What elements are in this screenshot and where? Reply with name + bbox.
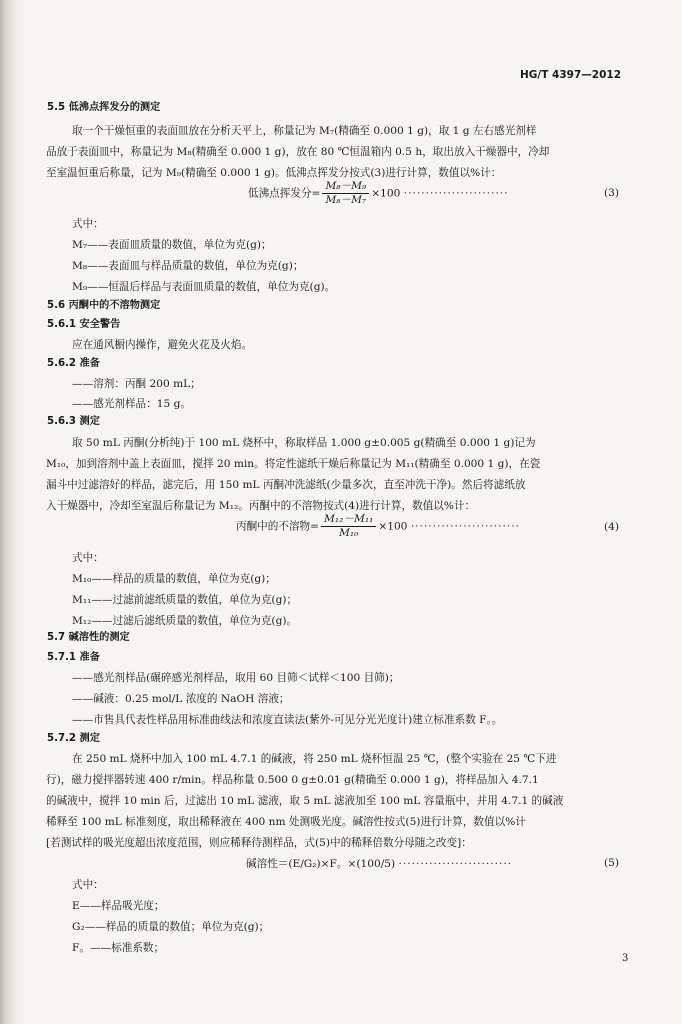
section-5-6-title: 5.6 丙酮中的不溶物测定 — [47, 300, 161, 311]
section-5-7-title: 5.7 碱溶性的测定 — [47, 632, 130, 643]
formula-5-number: (5) — [604, 857, 620, 869]
s572-para-line5: [若测试样的吸光度超出浓度范围，则应稀释待测样品，式(5)中的稀释倍数分母随之改变]： — [46, 837, 472, 849]
formula-4-tail: ×100 — [378, 520, 408, 533]
formula-3-number: (3) — [604, 187, 620, 199]
s55-def-m7: M₇——表面皿质量的数值，单位为克(g)； — [72, 239, 272, 251]
s572-para-line2: 行)，磁力搅拌器转速 400 r/min。样品称量 0.500 0 g±0.01 g(精确至 0.000 1 g)，将样品加入 4.7.1 — [46, 774, 539, 786]
s572-para-line3: 的碱液中，搅拌 10 min 后，过滤出 10 mL 滤液，取 5 mL 滤液加至 100 mL 容量瓶中，并用 4.7.1 的碱液 — [46, 795, 564, 807]
formula-3-label: 低沸点挥发分= — [248, 187, 321, 200]
s562-item-solvent: ——溶剂：丙酮 200 mL； — [72, 378, 201, 390]
s55-para-line2: 品放于表面皿中，称量记为 M₈(精确至 0.000 1 g)，放在 80 ℃恒温箱内 0.5 h，取出放入干燥器中，冷却 — [46, 146, 550, 158]
formula-3-fraction — [322, 180, 369, 207]
s571-item-alkali: ——碱液：0.25 mol/L 浓度的 NaOH 溶液； — [72, 693, 290, 705]
s55-where: 式中： — [72, 218, 104, 230]
s563-para-line3: 漏斗中过滤溶好的样品，滤完后，用 150 mL 丙酮冲洗滤纸(少量多次，直至冲洗干净)。然后将滤纸放 — [46, 479, 526, 491]
s563-def-m12: M₁₂——过滤后滤纸质量的数值，单位为克(g)。 — [72, 615, 298, 627]
formula-5-leader: ·························· — [398, 858, 513, 870]
section-5-6-2-title: 5.6.2 准备 — [47, 358, 100, 369]
s55-def-m9: M₉——恒温后样品与表面皿质量的数值，单位为克(g)。 — [72, 281, 336, 293]
section-5-5-title: 5.5 低沸点挥发分的测定 — [47, 102, 161, 113]
s572-para-line4: 稀释至 100 mL 标准刻度，取出稀释液在 400 nm 处测吸光度。碱溶性按式(5)进行计算，数值以%计 — [46, 816, 526, 828]
page-number: 3 — [622, 953, 629, 964]
formula-3-numerator: M₈－M₉ — [322, 180, 369, 194]
formula-3-denominator: M₈－M₇ — [325, 194, 367, 206]
formula-4-fraction — [321, 513, 376, 540]
formula-3 — [248, 180, 509, 207]
section-5-7-1-title: 5.7.1 准备 — [47, 652, 100, 663]
standard-code: HG/T 4397—2012 — [520, 69, 622, 81]
section-5-6-1-title: 5.6.1 安全警告 — [47, 319, 121, 330]
s563-para-line4: 入干燥器中，冷却至室温后称量记为 M₁₂。丙酮中的不溶物按式(4)进行计算，数值以%计： — [46, 500, 476, 512]
formula-3-tail: ×100 — [371, 187, 401, 200]
s572-para-line1: 在 250 mL 烧杯中加入 100 mL 4.7.1 的碱液，将 250 mL 烧杯恒温 25 ℃，(整个实验在 25 ℃下进 — [72, 753, 557, 765]
scan-edge-shadow — [0, 0, 26, 1024]
s55-para-line1: 取一个干燥恒重的表面皿放在分析天平上，称量记为 M₇(精确至 0.000 1 g)，取 1 g 左右感光剂样 — [72, 125, 537, 137]
s572-where: 式中： — [72, 879, 104, 891]
formula-4-label: 丙酮中的不溶物= — [236, 520, 320, 533]
s571-item-sample: ——感光剂样品(碾碎感光剂样品，取用 60 目筛＜试样＜100 目筛)； — [72, 672, 400, 684]
s55-def-m8: M₈——表面皿与样品质量的数值，单位为克(g)； — [72, 260, 304, 272]
s563-def-m10: M₁₀——样品的质量的数值，单位为克(g)； — [72, 573, 276, 585]
s563-para-line2: M₁₀，加到溶剂中盖上表面皿，搅拌 20 min。将定性滤纸干燥后称量记为 M₁₁(精确至 0.000 1 g)，在瓷 — [46, 458, 541, 470]
s572-def-fs: F。——标准系数； — [72, 942, 165, 954]
s563-para-line1: 取 50 mL 丙酮(分析纯)于 100 mL 烧杯中，称取样品 1.000 g±0.005 g(精确至 0.000 1 g)记为 — [72, 437, 536, 449]
formula-3-leader: ························ — [403, 187, 509, 200]
s563-where: 式中： — [72, 552, 104, 564]
section-5-7-2-title: 5.7.2 测定 — [47, 733, 100, 744]
formula-4 — [236, 513, 520, 540]
s571-item-standard: ——市售具代表性样品用标准曲线法和浓度直读法(紫外-可见分光光度计)建立标准系数 F。。 — [72, 714, 503, 726]
section-5-6-3-title: 5.6.3 测定 — [47, 416, 100, 427]
s572-def-g2: G₂——样品的质量的数值；单位为克(g)； — [72, 921, 270, 933]
formula-4-number: (4) — [604, 521, 620, 533]
s55-para-line3: 至室温恒重后称量，记为 M₉(精确至 0.000 1 g)。低沸点挥发分按式(3)进行计算，数值以%计： — [46, 167, 502, 179]
s561-text: 应在通风橱内操作，避免火花及火焰。 — [72, 339, 253, 351]
formula-4-leader: ························· — [410, 520, 520, 533]
s572-def-e: E——样品吸光度； — [72, 900, 165, 912]
s562-item-sample: ——感光剂样品：15 g。 — [72, 398, 191, 410]
s563-def-m11: M₁₁——过滤前滤纸质量的数值，单位为克(g)； — [72, 594, 298, 606]
formula-4-numerator: M₁₂－M₁₁ — [321, 513, 376, 527]
formula-4-denominator: M₁₀ — [339, 527, 359, 539]
formula-5-expression: 碱溶性＝(E/G₂)×F。×(100/5) — [246, 858, 396, 870]
formula-5 — [246, 857, 512, 871]
